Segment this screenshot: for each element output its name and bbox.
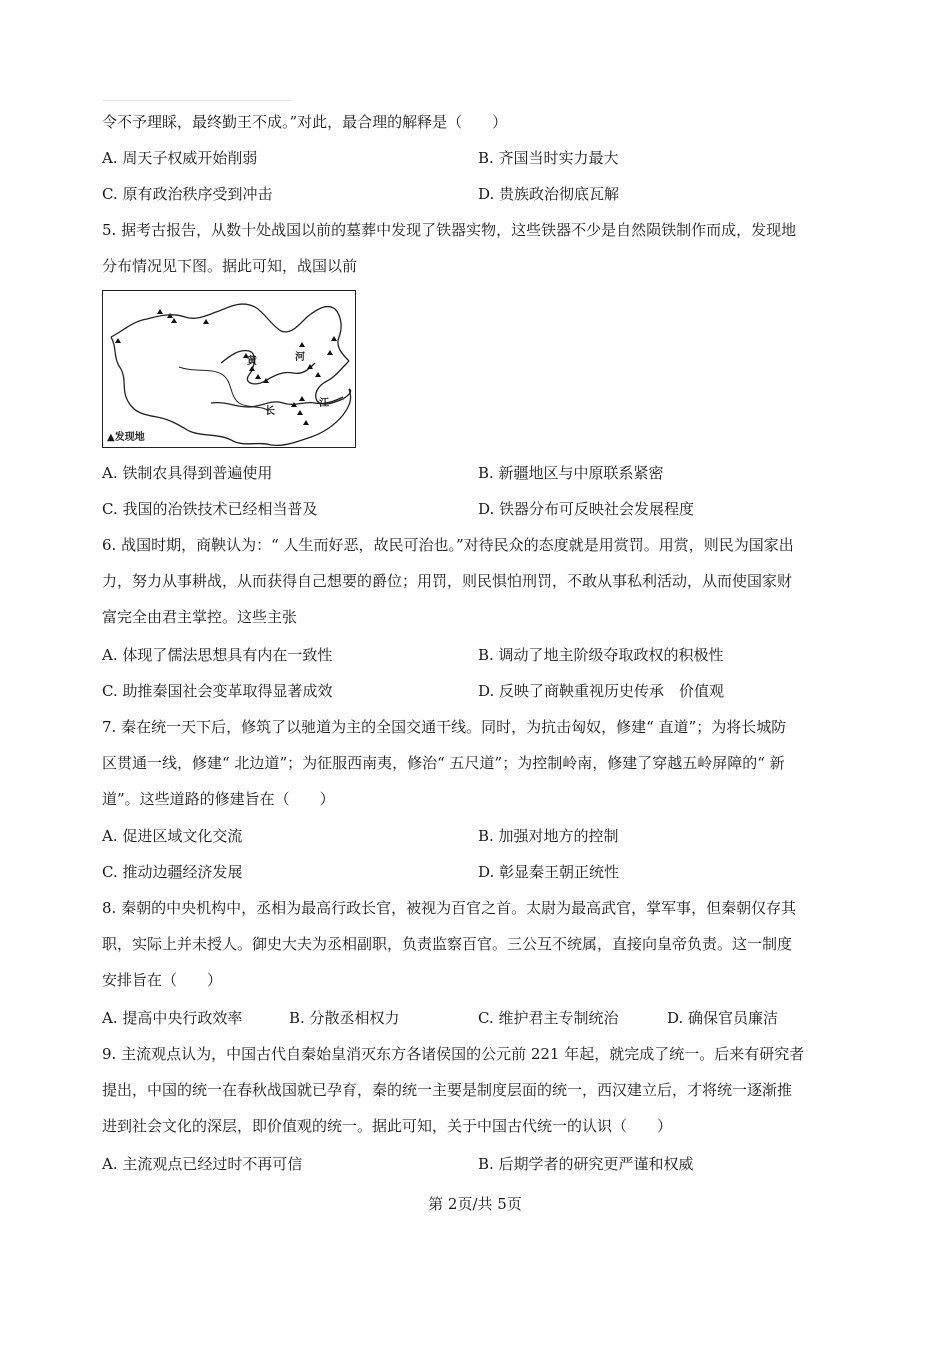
find-marker — [115, 338, 121, 343]
find-marker — [327, 350, 333, 355]
q5-line: 5. 据考古报告，从数十处战国以前的墓葬中发现了铁器实物，这些铁器不少是自然陨铁制作而成，发现地 — [102, 221, 797, 239]
q5-option-c: C. 我国的冶铁技术已经相当普及 — [102, 500, 318, 518]
q6-option-c: C. 助推秦国社会变革取得显著成效 — [102, 682, 333, 700]
find-marker — [331, 336, 337, 341]
q9-option-a: A. 主流观点已经过时不再可信 — [102, 1155, 303, 1173]
q9-stem — [102, 1036, 862, 1144]
q4-option-b: B. 齐国当时实力最大 — [478, 149, 619, 167]
q9-line: 9. 主流观点认为，中国古代自秦始皇消灭东方各诸侯国的公元前 221 年起，就完成了统一。后来有研究者 — [102, 1045, 805, 1063]
q9-line: 进到社会文化的深层，即价值观的统一。据此可知，关于中国古代统一的认识（ ） — [102, 1117, 673, 1135]
q8-line: 职，实际上并未授人。御史大夫为丞相副职，负责监察百官。三公互不统属，直接向皇帝负责。这一制度 — [102, 935, 793, 953]
divider — [102, 100, 292, 101]
q7-line: 道”。这些道路的修建旨在（ ） — [102, 790, 335, 808]
find-marker — [255, 374, 261, 379]
page-number: 第 2页/共 5页 — [428, 1195, 522, 1213]
label-huang: 黄 — [247, 356, 257, 367]
q8-option-c: C. 维护君主专制统治 — [478, 1009, 619, 1027]
label-jiang: 江 — [319, 398, 329, 409]
find-marker — [297, 410, 303, 415]
iron-finds-map — [102, 290, 356, 448]
q4-option-c: C. 原有政治秩序受到冲击 — [102, 185, 273, 203]
q5-stem — [102, 212, 862, 284]
q7-option-c: C. 推动边疆经济发展 — [102, 863, 243, 881]
label-he: 河 — [295, 352, 305, 363]
west-border — [111, 337, 189, 431]
q4-option-d: D. 贵族政治彻底瓦解 — [478, 185, 620, 203]
q9-option-b: B. 后期学者的研究更严谨和权威 — [478, 1155, 694, 1173]
plateau-edge — [179, 367, 269, 411]
q6-line: 力，努力从事耕战，从而获得自己想要的爵位；用罚，则民惧怕刑罚，不敢从事私利活动，从而使国家财 — [102, 572, 793, 590]
q9-line: 提出，中国的统一在春秋战国就已孕育，秦的统一主要是制度层面的统一，西汉建立后，才将统一逐渐推 — [102, 1081, 793, 1099]
find-marker — [171, 318, 177, 323]
q7-line: 区贯通一线，修建“ 北边道”；为征服西南夷，修治“ 五尺道”；为控制岭南，修建了穿越五岭屏障的“ 新 — [102, 754, 785, 772]
q6-option-a: A. 体现了儒法思想具有内在一致性 — [102, 646, 333, 664]
q5-option-a: A. 铁制农具得到普遍使用 — [102, 464, 273, 482]
q8-option-a: A. 提高中央行政效率 — [102, 1009, 243, 1027]
q8-line: 安排旨在（ ） — [102, 971, 223, 989]
q8-option-d: D. 确保官员廉洁 — [667, 1009, 779, 1027]
q5-line: 分布情况见下图。据此可知，战国以前 — [102, 257, 358, 275]
q5-option-d: D. 铁器分布可反映社会发展程度 — [478, 500, 695, 518]
q8-stem — [102, 890, 862, 998]
q7-option-b: B. 加强对地方的控制 — [478, 827, 619, 845]
find-marker — [299, 396, 305, 401]
q6-stem — [102, 527, 862, 635]
q6-line: 富完全由君主掌控。这些主张 — [102, 608, 298, 626]
find-marker — [299, 342, 305, 347]
q7-stem — [102, 709, 862, 817]
q6-option-d: D. 反映了商鞅重视历史传承 价值观 — [478, 682, 725, 700]
find-marker — [157, 309, 163, 314]
q8-line: 8. 秦朝的中央机构中，丞相为最高行政长官，被视为百官之首。太尉为最高武官，掌军事，但秦朝仅存其 — [102, 899, 797, 917]
find-marker — [315, 372, 321, 377]
label-chang: 长 — [265, 406, 275, 417]
q6-line: 6. 战国时期，商鞅认为：“ 人生而好恶，故民可治也。”对待民众的态度就是用赏罚。用赏，则民为国家出 — [102, 536, 794, 554]
q6-option-b: B. 调动了地主阶级夺取政权的积极性 — [478, 646, 724, 664]
north-border — [111, 304, 349, 361]
find-markers — [115, 309, 337, 425]
find-marker — [203, 319, 209, 324]
q8-option-b: B. 分散丞相权力 — [289, 1009, 400, 1027]
map-drawing — [103, 291, 357, 449]
q7-option-a: A. 促进区域文化交流 — [102, 827, 243, 845]
q4-option-a: A. 周天子权威开始削弱 — [102, 149, 258, 167]
q5-option-b: B. 新疆地区与中原联系紧密 — [478, 464, 664, 482]
map-legend: ▲发现地 — [107, 432, 145, 443]
find-marker — [303, 420, 309, 425]
q4-text: 令不予理睬，最终勤王不成。”对此，最合理的解释是（ ） — [102, 113, 508, 131]
q7-line: 7. 秦在统一天下后，修筑了以驰道为主的全国交通干线。同时，为抗击匈奴，修建“ 直道”；为将长城防 — [102, 718, 787, 736]
q7-option-d: D. 彰显秦王朝正统性 — [478, 863, 620, 881]
